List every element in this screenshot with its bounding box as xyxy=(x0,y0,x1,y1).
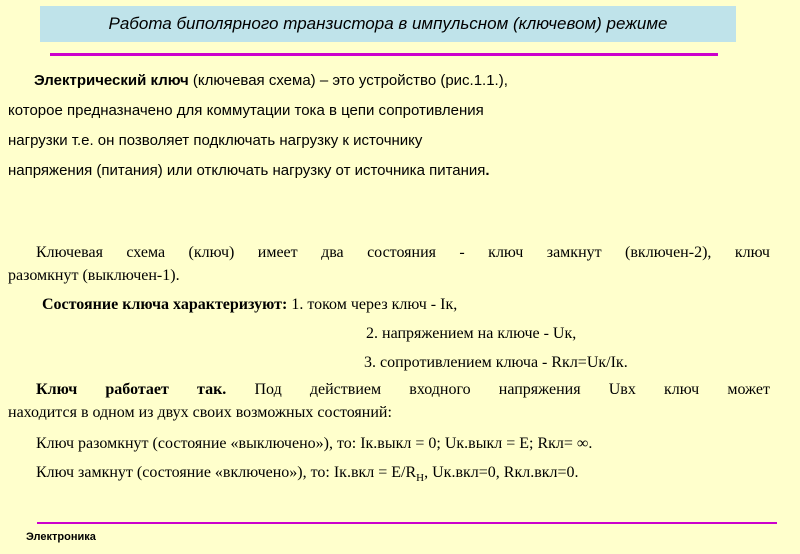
p3-item1: 1. током через ключ - Iк, xyxy=(287,296,458,313)
p1-line2: которое предназначено для коммутации тока в цепи сопротивления xyxy=(8,102,484,119)
p4-line1 xyxy=(36,380,770,400)
p3-item2: 2. напряжением на ключе - Uк, xyxy=(366,325,577,342)
p2-word: ключ xyxy=(734,244,770,261)
p4-line2: находится в одном из двух своих возможных состояний: xyxy=(8,404,392,421)
p4-term-word: так. xyxy=(197,381,227,398)
p2-word: ключ xyxy=(488,244,524,261)
p2-word: имеет xyxy=(257,244,298,261)
footer-divider xyxy=(37,522,777,524)
p4-term-word: Ключ xyxy=(36,381,78,398)
p2-word: замкнут xyxy=(546,244,602,261)
p6-line1 xyxy=(36,463,579,488)
p4-word: может xyxy=(727,381,770,398)
page-title: Работа биполярного транзистора в импульсном (ключевом) режиме xyxy=(108,14,668,33)
p1-line4-text: напряжения (питания) или отключать нагрузку от источника питания xyxy=(8,162,486,179)
p1-term: Электрический ключ xyxy=(34,72,189,89)
p4-word: Uвх xyxy=(608,381,636,398)
p2-word: - xyxy=(459,244,465,261)
p2-word: схема xyxy=(126,244,166,261)
p5-line1: Ключ разомкнут (состояние «выключено»), то: Iк.выкл = 0; Uк.выкл = E; Rкл= ∞. xyxy=(36,435,593,452)
p1-line3: нагрузки т.е. он позволяет подключать нагрузку к источнику xyxy=(8,132,423,149)
footer-label: Электроника xyxy=(26,531,96,543)
p4-word: действием xyxy=(309,381,382,398)
p2-word: (включен-2), xyxy=(625,244,712,261)
title-divider xyxy=(50,53,718,56)
p3-item3: 3. сопротивлением ключа - Rкл=Uк/Iк. xyxy=(364,354,628,371)
p2-line2: разомкнут (выключен-1). xyxy=(8,267,180,284)
p1-line1-text: (ключевая схема) – это устройство (рис.1.1.), xyxy=(188,72,508,89)
p4-word: входного xyxy=(409,381,471,398)
p1-line4-end: . xyxy=(485,162,490,179)
p1-line4 xyxy=(8,161,490,181)
p2-word: (ключ) xyxy=(188,244,235,261)
p2-line1 xyxy=(36,243,770,263)
p6-pre: Ключ замкнут (состояние «включено»), то: Iк.вкл = E/R xyxy=(36,464,417,481)
p1-line1 xyxy=(34,71,508,91)
p2-word: Ключевая xyxy=(36,244,103,261)
p2-word: состояния xyxy=(367,244,436,261)
p6-post: , Uк.вкл=0, Rкл.вкл=0. xyxy=(424,464,579,481)
p4-word: ключ xyxy=(664,381,700,398)
p4-word: Под xyxy=(254,381,282,398)
p6-sub: Н xyxy=(416,472,425,485)
p3-term: Состояние ключа характеризуют: xyxy=(42,296,288,313)
p3-line1 xyxy=(42,295,457,315)
p2-word: два xyxy=(321,244,344,261)
title-bar xyxy=(40,6,736,42)
p4-word: напряжения xyxy=(498,381,581,398)
p4-term-word: работает xyxy=(105,381,169,398)
